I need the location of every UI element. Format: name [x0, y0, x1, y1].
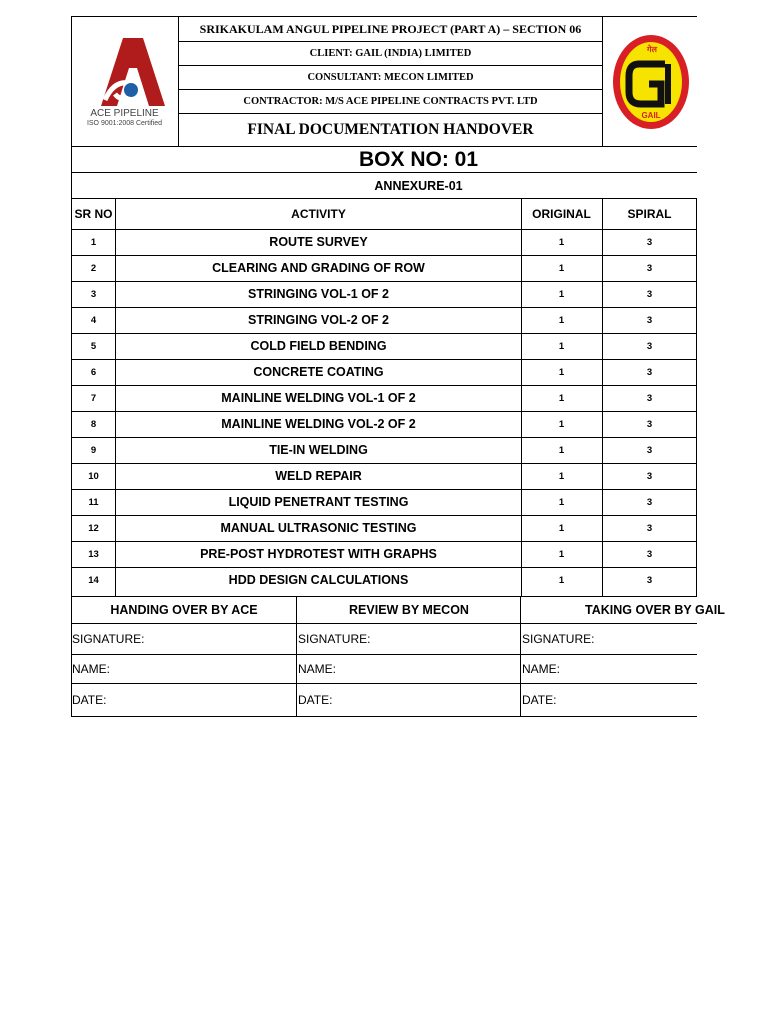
activity-name: MANUAL ULTRASONIC TESTING	[220, 521, 417, 535]
original-count: 1	[558, 392, 565, 404]
spiral-count: 3	[646, 392, 653, 404]
sr-no: 9	[90, 444, 97, 456]
original-count: 1	[558, 496, 565, 508]
sr-no: 1	[90, 236, 97, 248]
review-by-mecon: REVIEW BY MECON	[349, 602, 469, 617]
spiral-count: 3	[646, 418, 653, 430]
table-row	[71, 359, 697, 385]
original-count: 1	[558, 418, 565, 430]
spiral-count: 3	[646, 262, 653, 274]
mecon-date-label: DATE:	[298, 693, 333, 707]
activity-name: CLEARING AND GRADING OF ROW	[212, 261, 425, 275]
left-logo-name: ACE PIPELINE	[90, 108, 159, 119]
original-count: 1	[558, 236, 565, 248]
annexure-label: ANNEXURE-01	[374, 178, 463, 193]
spiral-count: 3	[646, 288, 653, 300]
col-sr-no: SR NO	[74, 207, 113, 221]
col-spiral: SPIRAL	[627, 207, 672, 221]
spiral-count: 3	[646, 340, 653, 352]
sr-no: 12	[88, 522, 99, 534]
spiral-count: 3	[646, 548, 653, 560]
sr-no: 5	[90, 340, 97, 352]
table-row	[71, 385, 697, 411]
activity-name: MAINLINE WELDING VOL-1 OF 2	[221, 391, 416, 405]
original-count: 1	[558, 288, 565, 300]
spiral-count: 3	[646, 470, 653, 482]
col-original: ORIGINAL	[532, 207, 591, 221]
activity-name: PRE-POST HYDROTEST WITH GRAPHS	[200, 547, 437, 561]
spiral-count: 3	[646, 314, 653, 326]
left-logo	[71, 16, 178, 146]
table-row	[71, 411, 697, 437]
handover-sheet	[71, 16, 725, 718]
original-count: 1	[558, 314, 565, 326]
table-row	[71, 489, 697, 515]
sr-no: 11	[88, 496, 99, 508]
activity-name: TIE-IN WELDING	[269, 443, 368, 457]
original-count: 1	[558, 444, 565, 456]
activity-name: ROUTE SURVEY	[269, 235, 368, 249]
activity-name: STRINGING VOL-1 OF 2	[248, 287, 389, 301]
col-activity: ACTIVITY	[291, 207, 346, 221]
table-row	[71, 463, 697, 489]
original-count: 1	[558, 548, 565, 560]
activity-name: HDD DESIGN CALCULATIONS	[228, 573, 409, 587]
sr-no: 13	[88, 548, 99, 560]
sr-no: 14	[88, 574, 99, 586]
spiral-count: 3	[646, 444, 653, 456]
original-count: 1	[558, 470, 565, 482]
ace-signature-label: SIGNATURE:	[72, 632, 145, 646]
original-count: 1	[558, 574, 565, 586]
header-project: SRIKAKULAM ANGUL PIPELINE PROJECT (PART A) – SECTION 06	[199, 21, 582, 36]
mecon-name-label: NAME:	[298, 662, 337, 676]
header-contractor: CONTRACTOR: M/S ACE PIPELINE CONTRACTS PVT. LTD	[243, 95, 538, 107]
original-count: 1	[558, 522, 565, 534]
spiral-count: 3	[646, 496, 653, 508]
handing-over-by-ace: HANDING OVER BY ACE	[110, 602, 258, 617]
sr-no: 10	[88, 470, 99, 482]
sr-no: 2	[90, 262, 97, 274]
ace-date-label: DATE:	[72, 693, 107, 707]
table-row	[71, 567, 697, 593]
mecon-signature-label: SIGNATURE:	[298, 632, 371, 646]
sr-no: 3	[90, 288, 97, 300]
taking-over-by-gail: TAKING OVER BY GAIL	[585, 602, 725, 617]
original-count: 1	[558, 340, 565, 352]
original-count: 1	[558, 262, 565, 274]
sr-no: 4	[90, 314, 97, 326]
table-row	[71, 515, 697, 541]
box-number: BOX NO: 01	[358, 147, 479, 171]
activity-name: CONCRETE COATING	[253, 365, 384, 379]
gail-date-label: DATE:	[522, 693, 557, 707]
gail-signature-label: SIGNATURE:	[522, 632, 595, 646]
spiral-count: 3	[646, 366, 653, 378]
ace-name-label: NAME:	[72, 662, 111, 676]
table-row	[71, 281, 697, 307]
activity-name: WELD REPAIR	[275, 469, 362, 483]
spiral-count: 3	[646, 236, 653, 248]
spiral-count: 3	[646, 522, 653, 534]
sr-no: 6	[90, 366, 97, 378]
table-row	[71, 307, 697, 333]
table-row	[71, 333, 697, 359]
sr-no: 8	[90, 418, 97, 430]
sr-no: 7	[90, 392, 97, 404]
original-count: 1	[558, 366, 565, 378]
table-row	[71, 437, 697, 463]
activity-name: MAINLINE WELDING VOL-2 OF 2	[221, 417, 416, 431]
gail-logo-text: GAIL	[641, 111, 661, 120]
document-title: FINAL DOCUMENTATION HANDOVER	[247, 120, 534, 138]
left-logo-cert: ISO 9001:2008 Certified	[86, 120, 163, 127]
table-row	[71, 541, 697, 567]
header-consultant: CONSULTANT: MECON LIMITED	[307, 71, 474, 83]
gail-name-label: NAME:	[522, 662, 561, 676]
gail-hindi-text: गेल	[647, 45, 657, 54]
spiral-count: 3	[646, 574, 653, 586]
right-logo	[603, 16, 697, 146]
table-row	[71, 255, 697, 281]
activity-name: COLD FIELD BENDING	[250, 339, 387, 353]
header-client: CLIENT: GAIL (INDIA) LIMITED	[309, 47, 472, 59]
activity-name: LIQUID PENETRANT TESTING	[228, 495, 409, 509]
gail-logo-icon	[603, 16, 697, 146]
activity-name: STRINGING VOL-2 OF 2	[248, 313, 389, 327]
table-row	[71, 229, 697, 255]
